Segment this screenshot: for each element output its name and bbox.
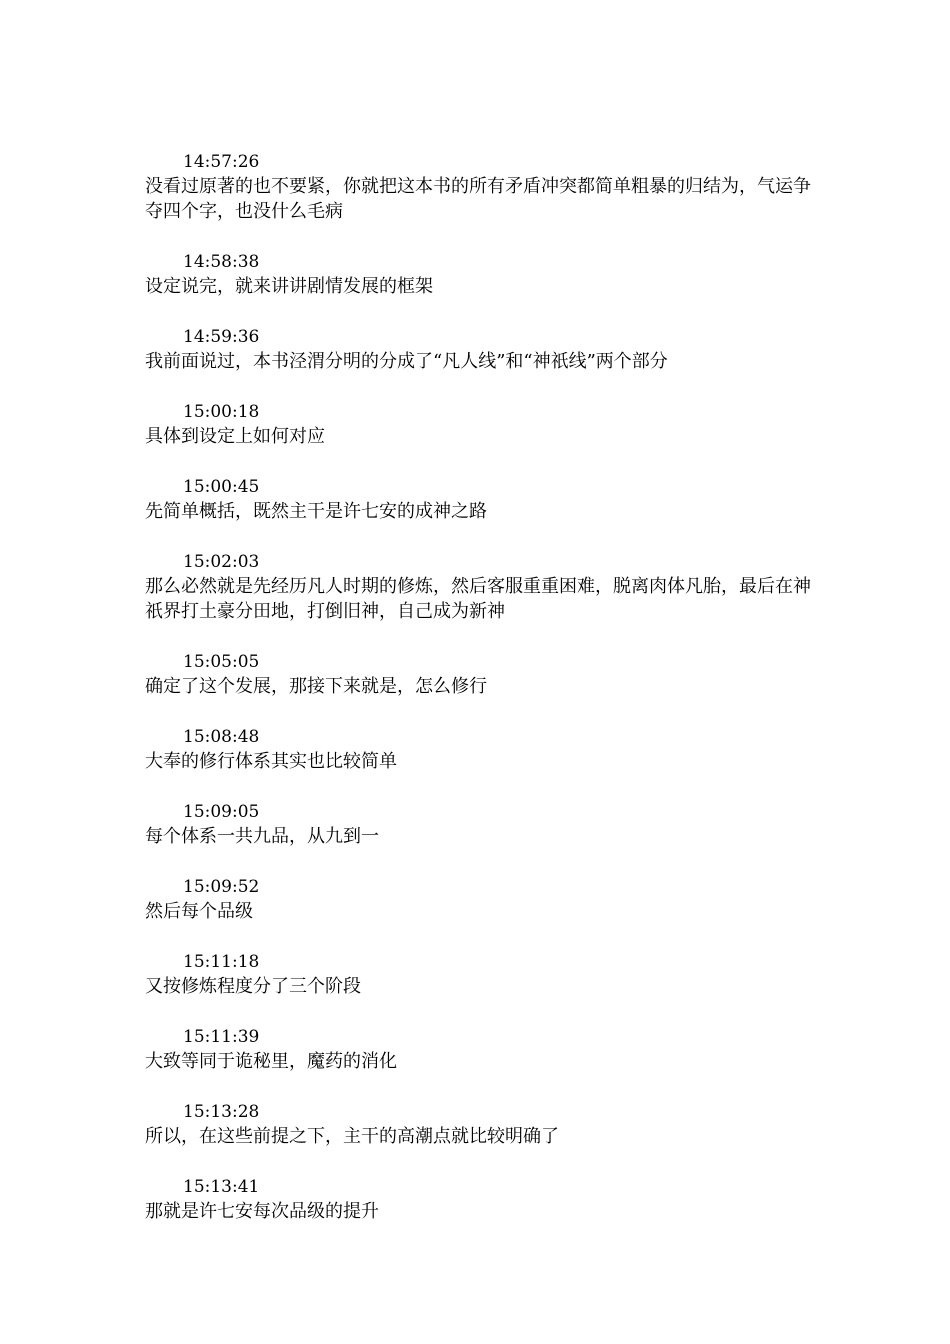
timestamp: 15:11:39 [183,1027,260,1047]
transcript-text: 又按修炼程度分了三个阶段 [145,976,361,997]
timestamp: 14:58:38 [183,252,260,272]
transcript-text: 每个体系一共九品，从九到一 [145,826,379,847]
transcript-text: 具体到设定上如何对应 [145,426,325,447]
transcript-text: 所以，在这些前提之下，主干的高潮点就比较明确了 [145,1126,559,1147]
transcript-entry [145,550,825,624]
transcript-text: 我前面说过，本书泾渭分明的分成了“凡人线”和“神祇线”两个部分 [145,351,668,372]
timestamp: 15:08:48 [183,727,260,747]
transcript-entry [145,475,825,524]
timestamp: 15:09:52 [183,877,260,897]
timestamp: 14:59:36 [183,327,260,347]
timestamp: 14:57:26 [183,152,260,172]
transcript-entry [145,1025,825,1074]
timestamp: 15:02:03 [183,552,260,572]
transcript-entry [145,875,825,924]
transcript-text: 设定说完，就来讲讲剧情发展的框架 [145,276,433,297]
transcript-text: 那就是许七安每次品级的提升 [145,1201,379,1222]
transcript-text: 那么必然就是先经历凡人时期的修炼，然后客服重重困难，脱离肉体凡胎，最后在神祇界打土豪分田地，打倒旧神，自己成为新神 [145,576,811,622]
transcript-entry [145,250,825,299]
timestamp: 15:09:05 [183,802,260,822]
transcript-entry [145,1100,825,1149]
timestamp: 15:00:45 [183,477,260,497]
timestamp: 15:05:05 [183,652,260,672]
transcript-entry [145,950,825,999]
transcript-entry [145,1175,825,1224]
transcript-entry [145,400,825,449]
transcript-text: 确定了这个发展，那接下来就是，怎么修行 [145,676,487,697]
transcript-list [145,150,825,1224]
transcript-text: 然后每个品级 [145,901,253,922]
transcript-entry [145,325,825,374]
timestamp: 15:13:28 [183,1102,260,1122]
timestamp: 15:11:18 [183,952,260,972]
transcript-entry [145,650,825,699]
transcript-entry [145,725,825,774]
timestamp: 15:13:41 [183,1177,260,1197]
transcript-entry [145,800,825,849]
transcript-entry [145,150,825,224]
transcript-text: 大致等同于诡秘里，魔药的消化 [145,1051,397,1072]
timestamp: 15:00:18 [183,402,260,422]
transcript-text: 没看过原著的也不要紧，你就把这本书的所有矛盾冲突都简单粗暴的归结为，气运争夺四个字，也没什么毛病 [145,176,811,222]
transcript-text: 先简单概括，既然主干是许七安的成神之路 [145,501,487,522]
transcript-text: 大奉的修行体系其实也比较简单 [145,751,397,772]
